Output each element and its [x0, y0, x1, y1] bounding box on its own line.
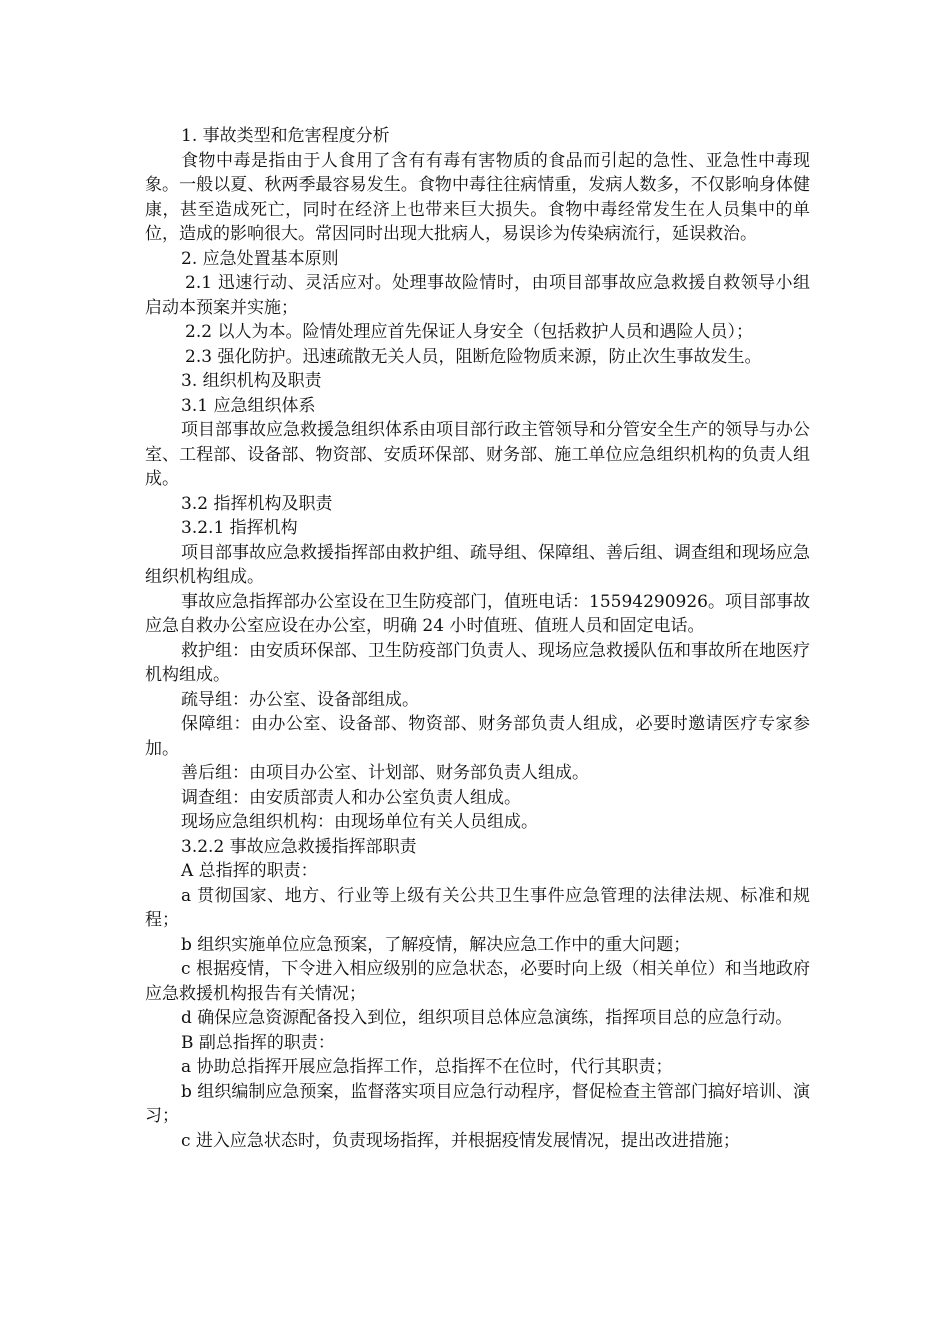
deputy-duty-b: b 组织编制应急预案，监督落实项目应急行动程序，督促检查主管部门搞好培训、演习；: [145, 1081, 810, 1126]
paragraph-food-poisoning-definition: 食物中毒是指由于人食用了含有有毒有害物质的食品而引起的急性、亚急性中毒现象。一般以夏、秋两季最容易发生。食物中毒往往病情重，发病人数多，不仅影响身体健康，甚至造成死亡，同时在经济上也带来巨大损失。食物中毒经常发生在人员集中的单位，造成的影响很大。常因同时出现大批病人，易误诊为传染病流行，延误救治。: [145, 150, 810, 244]
paragraph-support-group: 保障组：由办公室、设备部、物资部、财务部负责人组成，必要时邀请医疗专家参加。: [145, 714, 810, 759]
commander-duty-a: a 贯彻国家、地方、行业等上级有关公共卫生事件应急管理的法律法规、标准和规程；: [145, 885, 810, 930]
paragraph-onsite-organization: 现场应急组织机构：由现场单位有关人员组成。: [181, 812, 538, 832]
paragraph-rescue-group: 救护组：由安质环保部、卫生防疫部门负责人、现场应急救援队伍和事故所在地医疗机构组成。: [145, 640, 810, 685]
principle-2-3: 2.3 强化防护。迅速疏散无关人员，阻断危险物质来源，防止次生事故发生。: [185, 346, 762, 367]
section-heading-1: 1. 事故类型和危害程度分析: [181, 126, 390, 146]
deputy-duty-c: c 进入应急状态时，负责现场指挥，并根据疫情发展情况，提出改进措施；: [181, 1130, 740, 1151]
section-heading-3: 3. 组织机构及职责: [181, 371, 322, 391]
subsection-heading-3-2-2: 3.2.2 事故应急救援指挥部职责: [181, 836, 417, 857]
principle-2-1: 2.1 迅速行动、灵活应对。处理事故险情时，由项目部事故应急救援自救领导小组启动本预案并实施；: [145, 273, 810, 318]
principle-2-2: 2.2 以人为本。险情处理应首先保证人身安全（包括救护人员和遇险人员）；: [185, 322, 753, 342]
section-heading-2: 2. 应急处置基本原则: [181, 248, 339, 269]
subsection-heading-3-2-1: 3.2.1 指挥机构: [181, 518, 298, 538]
paragraph-aftermath-group: 善后组：由项目办公室、计划部、财务部负责人组成。: [181, 763, 589, 783]
paragraph-guidance-group: 疏导组：办公室、设备部组成。: [181, 689, 419, 710]
paragraph-organization-system: 项目部事故应急救援急组织体系由项目部行政主管领导和分管安全生产的领导与办公室、工程部、设备部、物资部、安质环保部、财务部、施工单位应急组织机构的负责人组成。: [145, 420, 810, 489]
subsection-heading-3-2: 3.2 指挥机构及职责: [181, 493, 333, 514]
commander-duty-d: d 确保应急资源配备投入到位，组织项目总体应急演练，指挥项目总的应急行动。: [181, 1008, 793, 1028]
deputy-duties-heading: B 副总指挥的职责：: [181, 1032, 335, 1053]
deputy-duty-a: a 协助总指挥开展应急指挥工作，总指挥不在位时，代行其职责；: [181, 1057, 673, 1077]
commander-duties-heading: A 总指挥的职责：: [181, 861, 318, 881]
paragraph-command-composition: 项目部事故应急救援指挥部由救护组、疏导组、保障组、善后组、调查组和现场应急组织机构组成。: [145, 542, 810, 587]
commander-duty-c: c 根据疫情，下令进入相应级别的应急状态，必要时向上级（相关单位）和当地政府应急救援机构报告有关情况；: [145, 959, 810, 1004]
paragraph-command-office: 事故应急指挥部办公室设在卫生防疫部门，值班电话：15594290926。项目部事故应急自救办公室应设在办公室，明确 24 小时值班、值班人员和固定电话。: [145, 591, 810, 636]
commander-duty-b: b 组织实施单位应急预案，了解疫情，解决应急工作中的重大问题；: [181, 934, 691, 955]
paragraph-investigation-group: 调查组：由安质部责人和办公室负责人组成。: [181, 787, 521, 808]
subsection-heading-3-1: 3.1 应急组织体系: [181, 395, 316, 416]
document-body: [145, 124, 810, 1153]
